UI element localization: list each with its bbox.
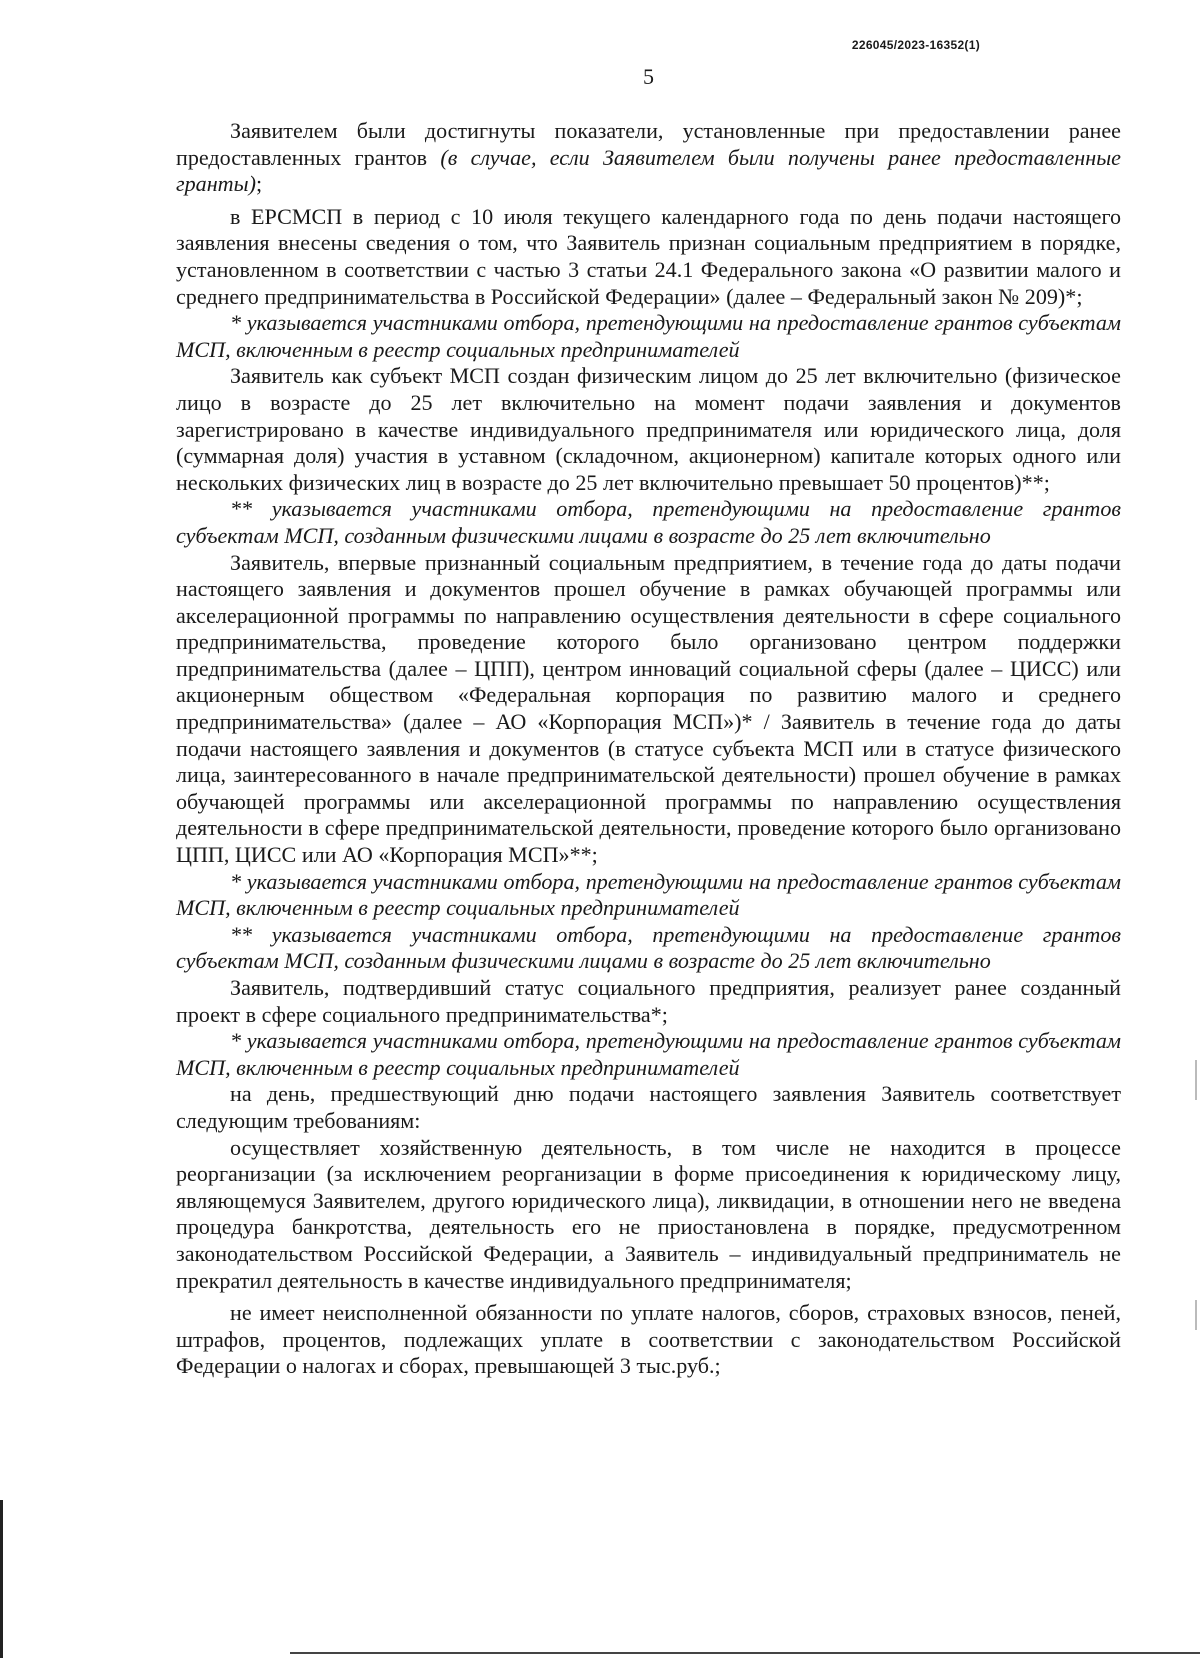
paragraph-text: Заявителем были достигнуты показатели, установленные при предоставлении ранее предоставленных грантов	[176, 118, 1121, 170]
paragraph-punctuation: ;	[255, 171, 263, 197]
paragraph-grant-indicators	[176, 118, 1121, 198]
paragraph-requirements-intro: на день, предшествующий дню подачи настоящего заявления Заявитель соответствует следующим требованиям:	[176, 1081, 1121, 1133]
document-registration-number: 226045/2023-16352(1)	[851, 38, 980, 52]
scan-artifact-left-edge	[0, 1500, 3, 1658]
paragraph-training: Заявитель, впервые признанный социальным предприятием, в течение года до даты подачи настоящего заявления и документов прошел обучение в рамках обучающей программы или акселерационной программы по направлению осуществления деятельности в сфере социального предпринимательства, проведение которого было организовано центром поддержки предпринимательства (далее – ЦПП), центром инноваций социальной сферы (далее – ЦИСС) или акционерным обществом «Федеральная корпорация по развитию малого и среднего предпринимательства» (далее – АО «Корпорация МСП»)* / Заявитель в течение года до даты подачи настоящего заявления и документов (в статусе субъекта МСП или в статусе физического лица, заинтересованного в начале предпринимательской деятельности) прошел обучение в рамках обучающей программы или акселерационной программы по направлению осуществления деятельности в сфере предпринимательской деятельности, проведение которого было организовано ЦПП, ЦИСС или АО «Корпорация МСП»**;	[176, 549, 1121, 868]
paragraph-young-founder: Заявитель как субъект МСП создан физическим лицом до 25 лет включительно (физическое лицо в возрасте до 25 лет включительно на момент подачи заявления и документов зарегистрировано в качестве индивидуального предпринимателя или юридического лица, доля (суммарная доля) участия в уставном (складочном, акционерном) капитале которых одного или нескольких физических лиц в возрасте до 25 лет включительно превышает 50 процентов)**;	[176, 363, 1121, 495]
footnote-social-entrepreneurs: * указывается участниками отбора, претендующими на предоставление грантов субъектам МСП, включенным в реестр социальных предпринимателей	[176, 1028, 1121, 1080]
footnote-young-founders: ** указывается участниками отбора, претендующими на предоставление грантов субъектам МСП, созданным физическими лицами в возрасте до 25 лет включительно	[176, 921, 1121, 974]
scan-artifact-bottom-edge	[290, 1652, 1200, 1654]
document-body	[176, 118, 1121, 1380]
paragraph-inline-italic: (в случае, если Заявителем были получены ранее предоставленные гранты)	[176, 144, 1121, 197]
footnote-social-entrepreneurs: * указывается участниками отбора, претендующими на предоставление грантов субъектам МСП, включенным в реестр социальных предпринимателей	[176, 868, 1121, 921]
paragraph-ersmsp-social-enterprise: в ЕРСМСП в период с 10 июля текущего календарного года по день подачи настоящего заявления внесены сведения о том, что Заявитель признан социальным предприятием в порядке, установленном в соответствии с частью 3 статьи 24.1 Федерального закона «О развитии малого и среднего предпринимательства в Российской Федерации» (далее – Федеральный закон № 209)*;	[176, 203, 1121, 309]
scan-artifact-mark	[1195, 1300, 1197, 1330]
paragraph-tax-obligations: не имеет неисполненной обязанности по уплате налогов, сборов, страховых взносов, пеней, штрафов, процентов, подлежащих уплате в соответствии с законодательством Российской Федерации о налогах и сборах, превышающей 3 тыс.руб.;	[176, 1300, 1121, 1379]
page-number: 5	[643, 64, 654, 89]
paragraph-business-activity: осуществляет хозяйственную деятельность, в том числе не находится в процессе реорганизации (за исключением реорганизации в форме присоединения к юридическому лицу, являющемуся Заявителем, другого юридического лица), ликвидации, в отношении него не введена процедура банкротства, деятельность его не приостановлена в порядке, предусмотренном законодательством Российской Федерации, а Заявитель – индивидуальный предприниматель не прекратил деятельность в качестве индивидуального предпринимателя;	[176, 1134, 1121, 1293]
scan-artifact-mark	[1195, 1060, 1197, 1100]
footnote-social-entrepreneurs: * указывается участниками отбора, претендующими на предоставление грантов субъектам МСП, включенным в реестр социальных предпринимателей	[176, 310, 1121, 362]
paragraph-social-project: Заявитель, подтвердивший статус социального предприятия, реализует ранее созданный проект в сфере социального предпринимательства*;	[176, 975, 1121, 1027]
footnote-young-founders: ** указывается участниками отбора, претендующими на предоставление грантов субъектам МСП, созданным физическими лицами в возрасте до 25 лет включительно	[176, 496, 1121, 548]
